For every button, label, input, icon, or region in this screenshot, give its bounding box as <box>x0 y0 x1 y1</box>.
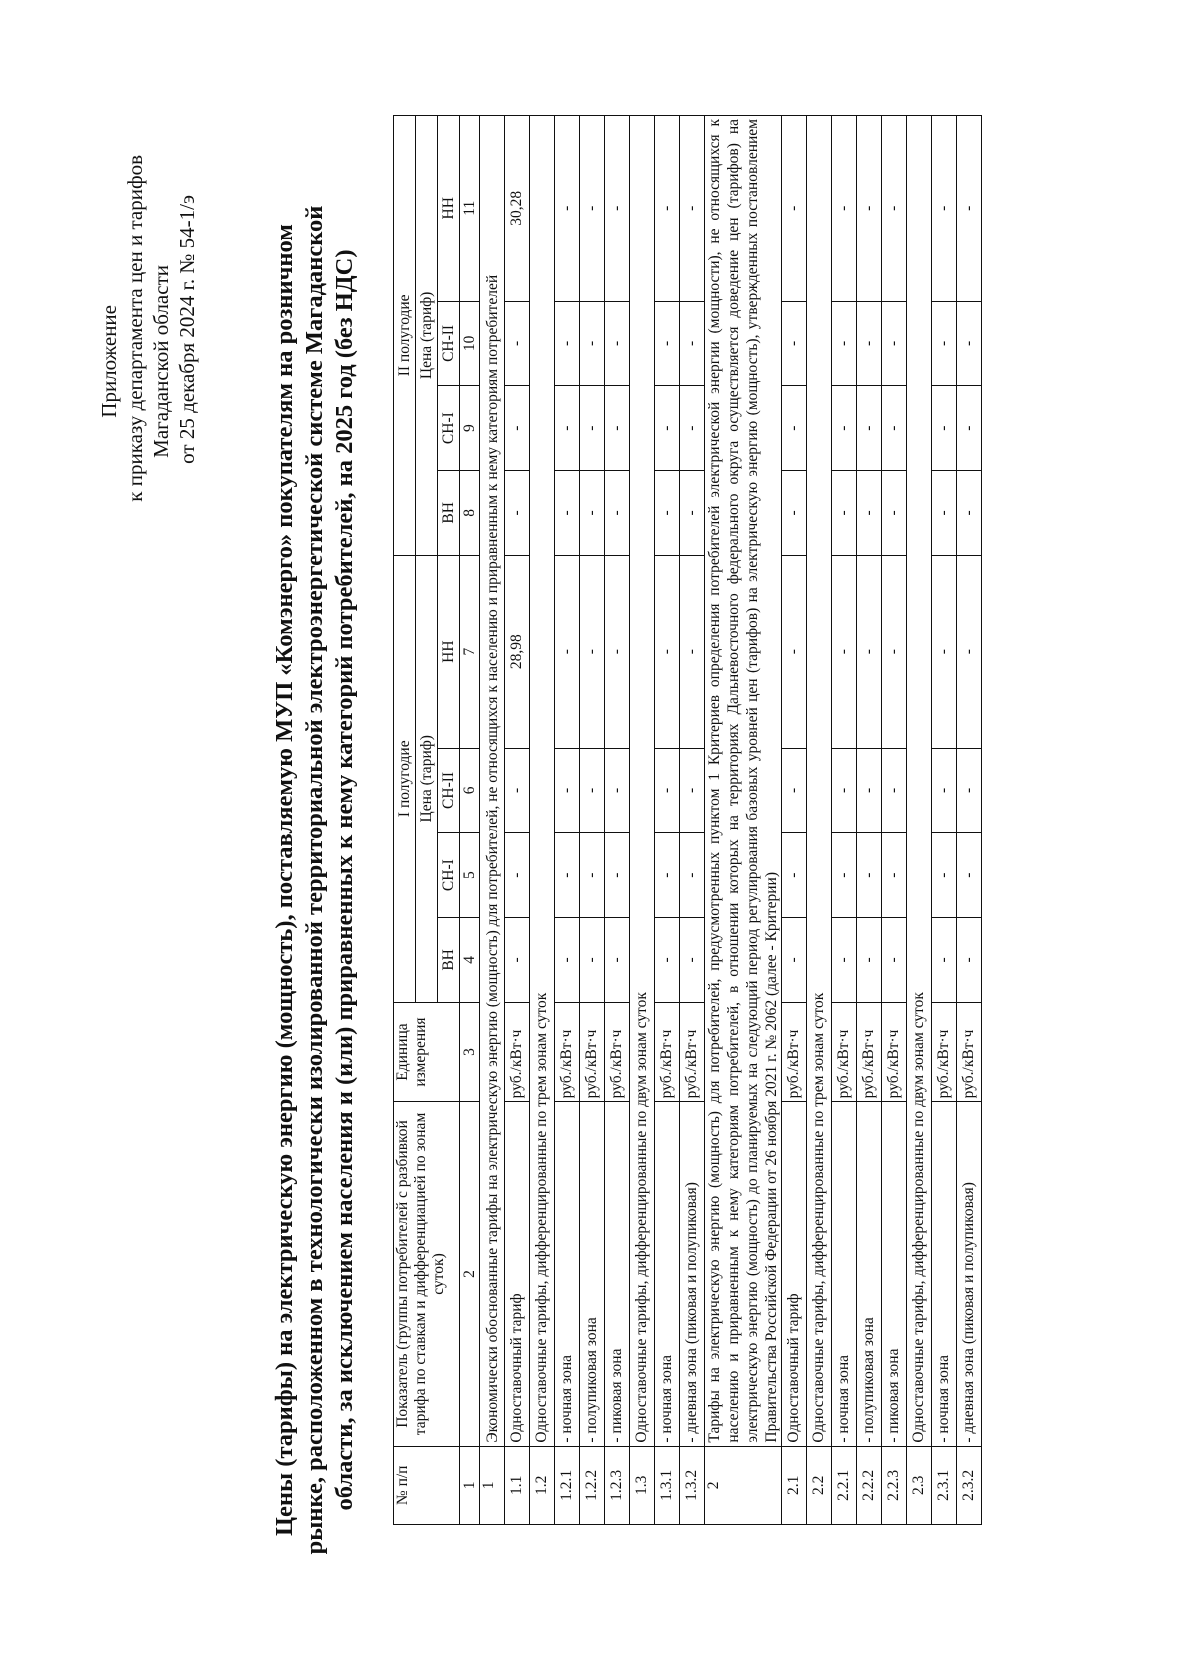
title-line-1: Цены (тарифы) на электрическую энергию (мощность), поставляемую МУП «Комэнерго» покупателям на розничном <box>271 224 298 1536</box>
price-cell: - <box>882 918 907 1003</box>
table-row <box>555 116 580 1525</box>
indicator-label: - полупиковая зона <box>857 1102 882 1446</box>
indicator-label: - дневная зона (пиковая и полупиковая) <box>957 1102 982 1446</box>
price-cell: - <box>555 116 580 302</box>
col-index-8: 8 <box>460 471 480 556</box>
header-unit: Единица измерения <box>394 1002 460 1102</box>
col-index-4: 4 <box>460 918 480 1003</box>
row-number: 2.2 <box>807 1446 832 1524</box>
price-cell: - <box>580 301 605 386</box>
indicator-label: - ночная зона <box>832 1102 857 1446</box>
price-cell: - <box>832 748 857 833</box>
price-cell: - <box>882 833 907 918</box>
header-vn-1: ВН <box>438 918 460 1003</box>
price-cell: - <box>782 386 807 471</box>
price-cell: - <box>680 833 705 918</box>
price-cell: - <box>957 918 982 1003</box>
price-cell: - <box>882 748 907 833</box>
group-label: Одноставочные тарифы, дифференцированные по трем зонам суток <box>530 116 555 1447</box>
row-number: 2.2.1 <box>832 1446 857 1524</box>
indicator-label: - ночная зона <box>555 1102 580 1446</box>
section-label: Тарифы на электрическую энергию (мощность) для потребителей, предусмотренных пунктом 1 Критериев определения потребителей электрической энергии (мощности), не относящихся к населению и приравненным к нему категориям потребителей, в отношении которых на территориях Дальневосточного федерального округа осуществляется доведение цен (тарифов) на электрическую энергию (мощность) до планируемых на следующий период регулирования базовых уровней цен (тарифов) на электрическую энергию (мощность), утвержденных постановлением Правительства Российской Федерации от 26 ноября 2021 г. № 2062 (далее - Критерии) <box>705 116 782 1447</box>
price-cell: - <box>782 748 807 833</box>
price-cell: - <box>555 748 580 833</box>
price-cell: - <box>680 748 705 833</box>
price-cell: - <box>505 833 530 918</box>
row-number: 2 <box>705 1446 782 1524</box>
price-cell: - <box>957 471 982 556</box>
table-row <box>505 116 530 1525</box>
table-row <box>882 116 907 1525</box>
col-index-7: 7 <box>460 555 480 748</box>
col-index-9: 9 <box>460 386 480 471</box>
price-cell: - <box>932 116 957 302</box>
price-cell: - <box>932 555 957 748</box>
price-cell: - <box>857 555 882 748</box>
table-row <box>807 116 832 1525</box>
row-number: 2.1 <box>782 1446 807 1524</box>
price-cell: - <box>555 555 580 748</box>
price-cell: - <box>957 301 982 386</box>
price-cell: - <box>832 386 857 471</box>
price-cell: - <box>580 918 605 1003</box>
row-number: 1.2.2 <box>580 1446 605 1524</box>
price-cell: - <box>857 833 882 918</box>
price-cell: - <box>932 301 957 386</box>
price-cell: - <box>882 301 907 386</box>
group-label: Одноставочные тарифы, дифференцированные по двум зонам суток <box>630 116 655 1447</box>
document-title <box>270 95 360 1665</box>
header-sn1-2: СН-I <box>438 386 460 471</box>
price-cell: - <box>882 386 907 471</box>
unit-cell: руб./кВт·ч <box>882 1002 907 1102</box>
group-label: Одноставочные тарифы, дифференцированные по трем зонам суток <box>807 116 832 1447</box>
table-row <box>530 116 555 1525</box>
unit-cell: руб./кВт·ч <box>957 1002 982 1102</box>
price-cell: - <box>832 301 857 386</box>
price-cell: 28,98 <box>505 555 530 748</box>
header-half-2: II полугодие <box>394 116 416 556</box>
header-num: № п/п <box>394 1446 460 1524</box>
group-label: Одноставочные тарифы, дифференцированные по двум зонам суток <box>907 116 932 1447</box>
table-row <box>630 116 655 1525</box>
price-cell: - <box>680 555 705 748</box>
row-number: 1.3 <box>630 1446 655 1524</box>
price-cell: - <box>605 833 630 918</box>
indicator-label: - пиковая зона <box>605 1102 630 1446</box>
header-vn-2: ВН <box>438 471 460 556</box>
row-number: 1 <box>480 1446 505 1524</box>
unit-cell: руб./кВт·ч <box>857 1002 882 1102</box>
price-cell: - <box>655 116 680 302</box>
price-cell: - <box>505 471 530 556</box>
title-line-2: рынке, расположенном в технологически изолированной территориальной электроэнергетической системе Магаданской <box>301 205 328 1555</box>
appendix-line-3: Магаданской области <box>149 265 173 458</box>
table-body <box>480 116 982 1525</box>
price-cell: - <box>680 116 705 302</box>
unit-cell: руб./кВт·ч <box>580 1002 605 1102</box>
table-row <box>605 116 630 1525</box>
price-cell: - <box>605 471 630 556</box>
price-cell: - <box>782 301 807 386</box>
price-cell: - <box>655 918 680 1003</box>
table-row <box>832 116 857 1525</box>
price-cell: - <box>580 471 605 556</box>
title-line-3: области, за исключением населения и (или) приравненных к нему категорий потребителей, на 2025 год (без НДС) <box>331 249 358 1511</box>
price-cell: - <box>680 386 705 471</box>
price-cell: 30,28 <box>505 116 530 302</box>
price-cell: - <box>882 116 907 302</box>
unit-cell: руб./кВт·ч <box>680 1002 705 1102</box>
price-cell: - <box>655 471 680 556</box>
price-cell: - <box>605 301 630 386</box>
price-cell: - <box>580 116 605 302</box>
unit-cell: руб./кВт·ч <box>605 1002 630 1102</box>
price-cell: - <box>957 748 982 833</box>
unit-cell: руб./кВт·ч <box>782 1002 807 1102</box>
table-row <box>907 116 932 1525</box>
price-cell: - <box>857 301 882 386</box>
price-cell: - <box>832 918 857 1003</box>
price-cell: - <box>605 748 630 833</box>
appendix-line-2: к приказу департамента цен и тарифов <box>123 155 147 502</box>
indicator-label: - ночная зона <box>932 1102 957 1446</box>
table-row <box>580 116 605 1525</box>
price-cell: - <box>505 918 530 1003</box>
indicator-label: Одноставочный тариф <box>505 1102 530 1446</box>
price-cell: - <box>580 555 605 748</box>
price-cell: - <box>782 116 807 302</box>
price-cell: - <box>555 386 580 471</box>
table-row <box>680 116 705 1525</box>
price-cell: - <box>932 748 957 833</box>
unit-cell: руб./кВт·ч <box>505 1002 530 1102</box>
indicator-label: - дневная зона (пиковая и полупиковая) <box>680 1102 705 1446</box>
header-sn2-1: СН-II <box>438 748 460 833</box>
indicator-label: - полупиковая зона <box>580 1102 605 1446</box>
col-index-3: 3 <box>460 1002 480 1102</box>
price-cell: - <box>655 301 680 386</box>
unit-cell: руб./кВт·ч <box>555 1002 580 1102</box>
col-index-5: 5 <box>460 833 480 918</box>
price-cell: - <box>580 833 605 918</box>
table-header <box>394 116 480 1525</box>
row-number: 1.2.3 <box>605 1446 630 1524</box>
section-label: Экономически обоснованные тарифы на электрическую энергию (мощность) для потребителей, не относящихся к населению и приравненным к нему категориям потребителей <box>480 116 505 1447</box>
price-cell: - <box>555 301 580 386</box>
unit-cell: руб./кВт·ч <box>655 1002 680 1102</box>
table-row <box>857 116 882 1525</box>
price-cell: - <box>655 386 680 471</box>
header-half-1: I полугодие <box>394 555 416 1002</box>
unit-cell: руб./кВт·ч <box>832 1002 857 1102</box>
price-cell: - <box>957 833 982 918</box>
price-cell: - <box>655 833 680 918</box>
tariff-table <box>393 115 982 1525</box>
appendix-header <box>96 155 200 1665</box>
row-number: 2.3.2 <box>957 1446 982 1524</box>
price-cell: - <box>832 555 857 748</box>
header-sn2-2: СН-II <box>438 301 460 386</box>
price-cell: - <box>655 748 680 833</box>
price-cell: - <box>932 471 957 556</box>
price-cell: - <box>505 748 530 833</box>
col-index-2: 2 <box>460 1102 480 1446</box>
price-cell: - <box>680 301 705 386</box>
price-cell: - <box>832 471 857 556</box>
table-row <box>655 116 680 1525</box>
price-cell: - <box>580 748 605 833</box>
price-cell: - <box>882 471 907 556</box>
col-index-1: 1 <box>460 1446 480 1524</box>
price-cell: - <box>857 748 882 833</box>
price-cell: - <box>605 386 630 471</box>
header-nn-2: НН <box>438 116 460 302</box>
appendix-line-1: Приложение <box>97 305 121 418</box>
row-number: 2.3.1 <box>932 1446 957 1524</box>
price-cell: - <box>605 555 630 748</box>
price-cell: - <box>832 116 857 302</box>
row-number: 2.3 <box>907 1446 932 1524</box>
row-number: 2.2.3 <box>882 1446 907 1524</box>
price-cell: - <box>932 918 957 1003</box>
row-number: 1.2.1 <box>555 1446 580 1524</box>
price-cell: - <box>505 301 530 386</box>
col-index-10: 10 <box>460 301 480 386</box>
price-cell: - <box>505 386 530 471</box>
price-cell: - <box>857 386 882 471</box>
price-cell: - <box>857 471 882 556</box>
price-cell: - <box>782 918 807 1003</box>
col-index-6: 6 <box>460 748 480 833</box>
header-price-2: Цена (тариф) <box>416 116 438 556</box>
price-cell: - <box>832 833 857 918</box>
row-number: 1.3.2 <box>680 1446 705 1524</box>
indicator-label: - ночная зона <box>655 1102 680 1446</box>
price-cell: - <box>555 918 580 1003</box>
row-number: 1.3.1 <box>655 1446 680 1524</box>
row-number: 1.1 <box>505 1446 530 1524</box>
header-indicator: Показатель (группы потребителей с разбивкой тарифа по ставкам и дифференциацией по зонам суток) <box>394 1102 460 1446</box>
table-row <box>932 116 957 1525</box>
price-cell: - <box>957 116 982 302</box>
header-sn1-1: СН-I <box>438 833 460 918</box>
unit-cell: руб./кВт·ч <box>932 1002 957 1102</box>
price-cell: - <box>957 555 982 748</box>
price-cell: - <box>857 918 882 1003</box>
table-row <box>480 116 505 1525</box>
table-row <box>957 116 982 1525</box>
table-row <box>705 116 782 1525</box>
header-nn-1: НН <box>438 555 460 748</box>
price-cell: - <box>782 833 807 918</box>
indicator-label: - пиковая зона <box>882 1102 907 1446</box>
price-cell: - <box>680 471 705 556</box>
price-cell: - <box>605 918 630 1003</box>
price-cell: - <box>957 386 982 471</box>
table-row <box>782 116 807 1525</box>
indicator-label: Одноставочный тариф <box>782 1102 807 1446</box>
price-cell: - <box>857 116 882 302</box>
price-cell: - <box>605 116 630 302</box>
price-cell: - <box>932 386 957 471</box>
row-number: 1.2 <box>530 1446 555 1524</box>
price-cell: - <box>555 471 580 556</box>
price-cell: - <box>655 555 680 748</box>
price-cell: - <box>580 386 605 471</box>
header-price-1: Цена (тариф) <box>416 555 438 1002</box>
price-cell: - <box>555 833 580 918</box>
price-cell: - <box>680 918 705 1003</box>
price-cell: - <box>882 555 907 748</box>
appendix-line-4: от 25 декабря 2024 г. № 54-1/э <box>175 195 199 464</box>
col-index-11: 11 <box>460 116 480 302</box>
price-cell: - <box>932 833 957 918</box>
row-number: 2.2.2 <box>857 1446 882 1524</box>
price-cell: - <box>782 555 807 748</box>
price-cell: - <box>782 471 807 556</box>
